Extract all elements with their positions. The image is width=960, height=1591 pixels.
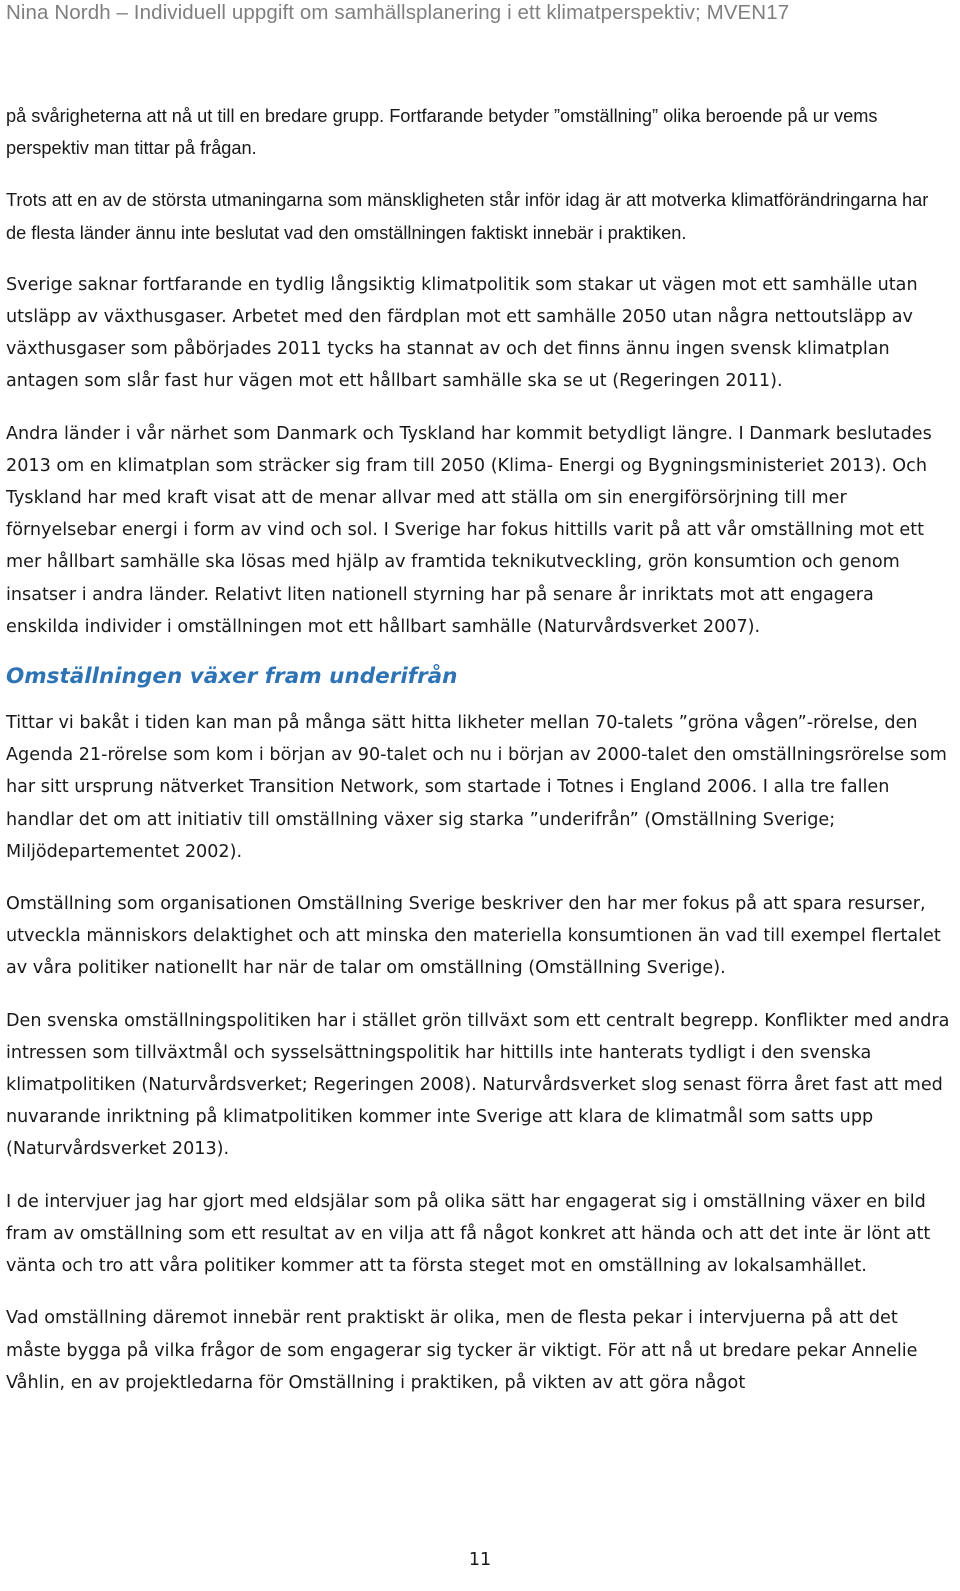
paragraph: på svårigheterna att nå ut till en bredare grupp. Fortfarande betyder ”omställning” olika beroende på ur vems perspektiv man tittar på frågan.: [6, 106, 878, 159]
paragraph: Tittar vi bakåt i tiden kan man på många sätt hitta likheter mellan 70-talets ”gröna vågen”-rörelse, den Agenda 21-rörelse som kom i början av 90-talet och nu i början av 2000-talet den omställningsrörelse som har sitt ursprung nätverket Transition Network, som startade i Totnes i England 2006. I alla tre fallen handlar det om att initiativ till omställning växer sig starka ”underifrån” (Omställning Sverige; Miljödepartementet 2002).: [6, 713, 947, 862]
section-heading: Omställningen växer fram underifrån: [6, 664, 458, 690]
paragraph: Vad omställning däremot innebär rent praktiskt är olika, men de flesta pekar i intervjuerna på att det måste bygga på vilka frågor de som engagerar sig tycker är viktigt. För att nå ut bredare pekar Annelie Våhlin, en av projektledarna för Omställning i praktiken, på vikten av att göra något: [6, 1308, 918, 1393]
running-header: Nina Nordh – Individuell uppgift om samhällsplanering i ett klimatperspektiv; MVEN17: [6, 1, 790, 24]
document-body: [6, 100, 950, 1419]
paragraph: Omställning som organisationen Omställning Sverige beskriver den har mer fokus på att spara resurser, utveckla människors delaktighet och att minska den materiella konsumtionen än vad till exempel flertalet av våra politiker nationellt har när de talar om omställning (Omställning Sverige).: [6, 894, 941, 979]
paragraph: Sverige saknar fortfarande en tydlig långsiktig klimatpolitik som stakar ut vägen mot ett samhälle utan utsläpp av växthusgaser. Arbetet med den färdplan mot ett samhälle 2050 utan några nettoutsläpp av växthusgaser som påbörjades 2011 tycks ha stannat av och det finns ännu ingen svensk klimatplan antagen som slår fast hur vägen mot ett hållbart samhälle ska se ut (Regeringen 2011).: [6, 274, 918, 392]
paragraph: I de intervjuer jag har gjort med eldsjälar som på olika sätt har engagerat sig i omställning växer en bild fram av omställning som ett resultat av en vilja att få något konkret att hända och att det inte är lönt att vänta och tro att våra politiker kommer att ta första steget mot en omställning av lokalsamhället.: [6, 1191, 931, 1277]
paragraph: Trots att en av de största utmaningarna som mänskligheten står inför idag är att motverka klimatförändringarna har de flesta länder ännu inte beslutat vad den omställningen faktiskt innebär i praktiken.: [6, 190, 929, 243]
paragraph: Den svenska omställningspolitiken har i stället grön tillväxt som ett centralt begrepp. Konflikter med andra intressen som tillväxtmål och sysselsättningspolitik har hittills inte hanterats tydligt i den svenska klimatpolitiken (Naturvårdsverket; Regeringen 2008). Naturvårdsverket slog senast förra året fast att med nuvarande inriktning på klimatpolitiken kommer inte Sverige att klara de klimatmål som satts upp (Naturvårdsverket 2013).: [6, 1010, 950, 1160]
page-number: 11: [468, 1550, 492, 1570]
paragraph: Andra länder i vår närhet som Danmark och Tyskland har kommit betydligt längre. I Danmark beslutades 2013 om en klimatplan som sträcker sig fram till 2050 (Klima- Energi og Bygningsministeriet 2013). Och Tyskland har med kraft visat att de menar allvar med att ställa om sin energiförsörjning till mer förnyelsebar energi i form av vind och sol. I Sverige har fokus hittills varit på att vår omställning mot ett mer hållbart samhälle ska lösas med hjälp av framtida teknikutveckling, grön konsumtion och genom insatser i andra länder. Relativt liten nationell styrning har på senare år inriktats mot att engagera enskilda individer i omställningen mot ett hållbart samhälle (Naturvårdsverket 2007).: [6, 423, 932, 637]
